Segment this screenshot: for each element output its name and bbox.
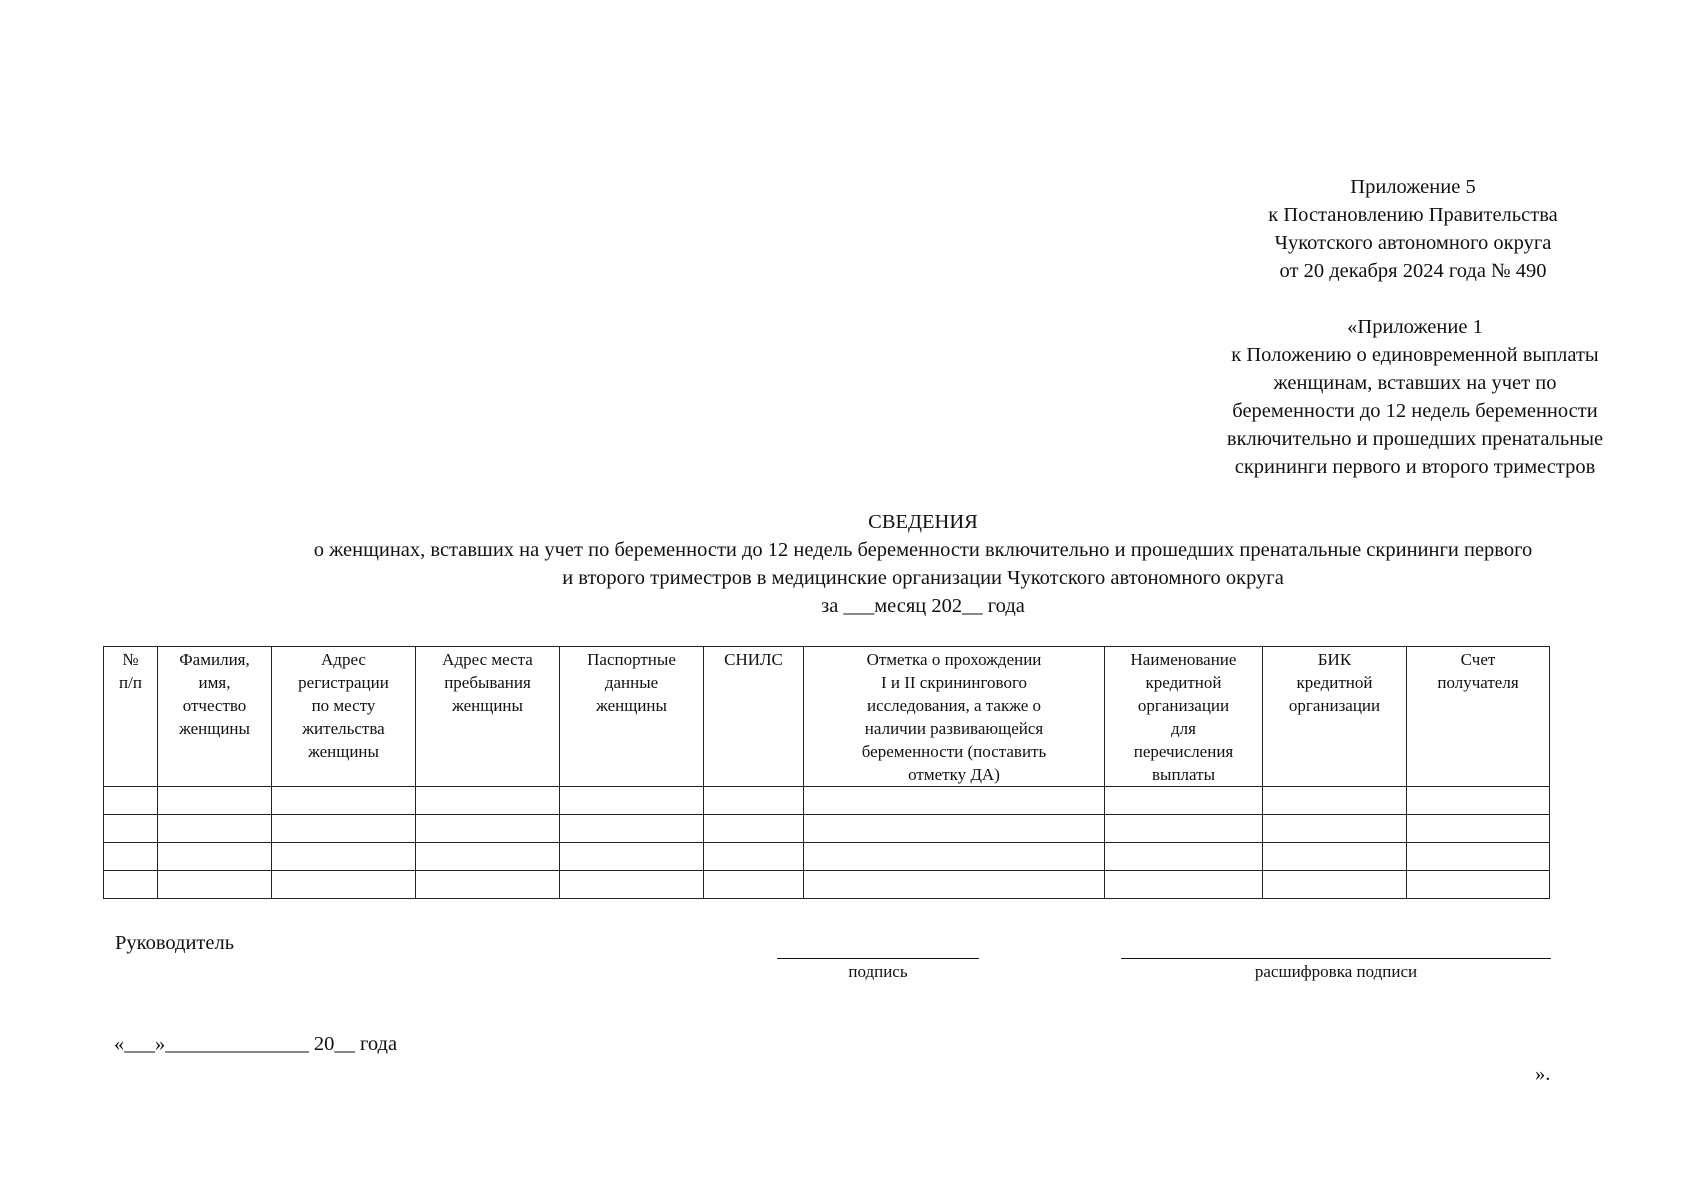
annex-regulation-line: скрининги первого и второго триместров (1234, 456, 1596, 478)
document-period: за ___месяц 202__ года (821, 595, 1025, 617)
table-cell[interactable] (804, 787, 1105, 815)
annex-regulation-line: к Положению о единовременной выплаты (1231, 344, 1599, 366)
table-cell[interactable] (272, 843, 416, 871)
table-cell[interactable] (560, 871, 704, 899)
column-header-bank-name: Наименование кредитной организации для перечисления выплаты (1105, 647, 1263, 787)
signature-line[interactable] (777, 958, 979, 959)
table-cell[interactable] (704, 815, 804, 843)
table-cell[interactable] (704, 787, 804, 815)
annex-regulation (1170, 313, 1660, 481)
table-cell[interactable] (804, 871, 1105, 899)
annex-regulation-line: включительно и прошедших пренатальные (1226, 428, 1604, 450)
column-header-full-name: Фамилия, имя, отчество женщины (158, 647, 272, 787)
table-cell[interactable] (104, 843, 158, 871)
annex-header-line: Приложение 5 (1350, 176, 1476, 198)
table-row (104, 843, 1550, 871)
table-cell[interactable] (104, 871, 158, 899)
column-header-stay-address: Адрес места пребывания женщины (416, 647, 560, 787)
table-cell[interactable] (272, 815, 416, 843)
annex-regulation-line: «Приложение 1 (1347, 316, 1483, 338)
column-header-number: № п/п (104, 647, 158, 787)
table-cell[interactable] (1407, 871, 1550, 899)
column-header-passport: Паспортные данные женщины (560, 647, 704, 787)
table-cell[interactable] (416, 871, 560, 899)
table-cell[interactable] (416, 787, 560, 815)
table-cell[interactable] (804, 843, 1105, 871)
document-subtitle-line2: и второго триместров в медицинские организации Чукотского автономного округа (562, 567, 1284, 589)
document-subtitle-line1: о женщинах, вставших на учет по беременности до 12 недель беременности включительно и прошедших пренатальные скрининги первого (313, 539, 1533, 561)
signature-caption: подпись (848, 962, 908, 981)
column-header-screening-mark: Отметка о прохождении I и II скринингового исследования, а также о наличии развивающейся беременности (поставить отметку ДА) (804, 647, 1105, 787)
column-header-registration-address: Адрес регистрации по месту жительства женщины (272, 647, 416, 787)
document-heading (180, 508, 1666, 620)
table-cell[interactable] (560, 815, 704, 843)
table-cell[interactable] (158, 787, 272, 815)
table-cell[interactable] (158, 871, 272, 899)
annex-regulation-line: женщинам, вставших на учет по (1273, 372, 1557, 394)
annex-header-line: от 20 декабря 2024 года № 490 (1279, 260, 1547, 282)
report-table (103, 646, 1550, 899)
signatory-role: Руководитель (115, 932, 235, 954)
table-cell[interactable] (1407, 787, 1550, 815)
table-cell[interactable] (1263, 815, 1407, 843)
table-cell[interactable] (158, 843, 272, 871)
table-cell[interactable] (1105, 871, 1263, 899)
table-cell[interactable] (416, 843, 560, 871)
table-cell[interactable] (804, 815, 1105, 843)
column-header-bik: БИК кредитной организации (1263, 647, 1407, 787)
table-row (104, 871, 1550, 899)
document-title: СВЕДЕНИЯ (868, 511, 978, 533)
table-cell[interactable] (158, 815, 272, 843)
table-row (104, 787, 1550, 815)
table-cell[interactable] (560, 787, 704, 815)
annex-regulation-line: беременности до 12 недель беременности (1232, 400, 1598, 422)
table-cell[interactable] (1105, 815, 1263, 843)
table-row (104, 815, 1550, 843)
table-cell[interactable] (104, 815, 158, 843)
column-header-account: Счет получателя (1407, 647, 1550, 787)
table-cell[interactable] (104, 787, 158, 815)
table-cell[interactable] (1263, 787, 1407, 815)
signature-decode-caption: расшифровка подписи (1254, 962, 1418, 981)
table-cell[interactable] (1105, 843, 1263, 871)
table-cell[interactable] (704, 843, 804, 871)
column-header-snils: СНИЛС (704, 647, 804, 787)
table-cell[interactable] (1105, 787, 1263, 815)
table-cell[interactable] (416, 815, 560, 843)
date-line: «___»______________ 20__ года (114, 1033, 398, 1055)
signature-decode-line[interactable] (1121, 958, 1551, 959)
closing-quote-mark: ». (1535, 1063, 1551, 1085)
table-cell[interactable] (1407, 843, 1550, 871)
annex-header-line: к Постановлению Правительства (1268, 204, 1558, 226)
table-cell[interactable] (560, 843, 704, 871)
table-header-row (104, 647, 1550, 787)
table-cell[interactable] (272, 787, 416, 815)
table-cell[interactable] (1263, 843, 1407, 871)
table-cell[interactable] (1263, 871, 1407, 899)
table-cell[interactable] (704, 871, 804, 899)
annex-header (1188, 173, 1638, 285)
annex-header-line: Чукотского автономного округа (1274, 232, 1552, 254)
table-cell[interactable] (272, 871, 416, 899)
table-cell[interactable] (1407, 815, 1550, 843)
